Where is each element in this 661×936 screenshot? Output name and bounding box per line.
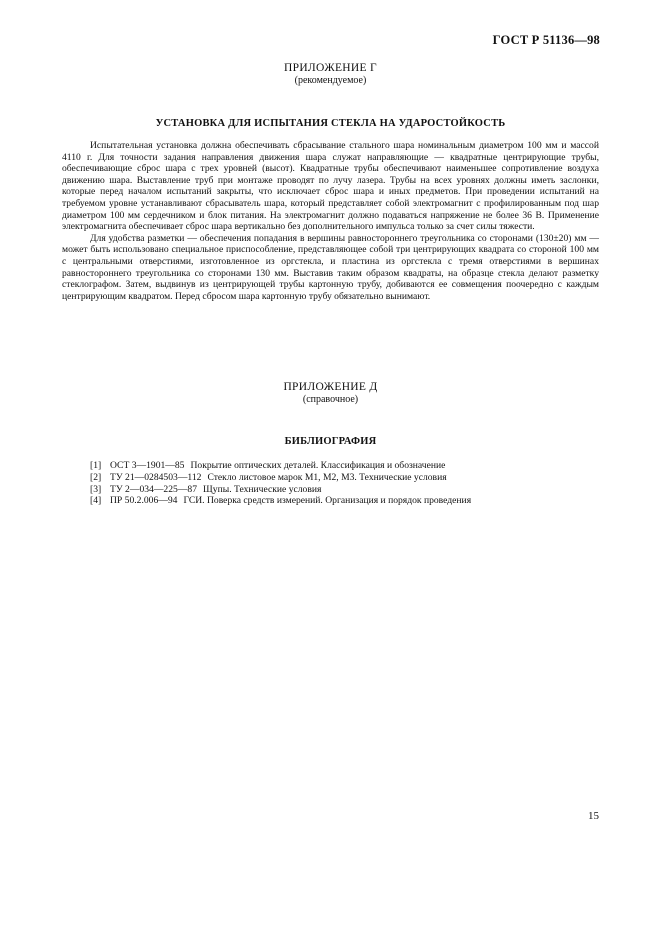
- paragraph: Для удобства разметки — обеспечения попадания в вершины равностороннего треугольника со сторонами (130±20) мм — может быть использовано специальное приспособление, представляющее собой три центрирующих квадрата со стороной 100 мм с центральными отверстиями, изготовленное из оргстекла, и пластина из оргстекла с тремя отверстиями в вершинах равностороннего треугольника со сторонами 130 мм. Выставив таким образом квадраты, на образце стекла делают разметку стеклографом. Затем, выдвинув из центрирующей трубы картонную трубу, добиваются ее совмещения поочередно с каждым центрирующим квадратом. Перед сбросом шара картонную трубу обязательно вынимают.: [62, 232, 599, 302]
- reference-title: Стекло листовое марок М1, М2, М3. Технические условия: [207, 471, 447, 483]
- reference-title: ГСИ. Поверка средств измерений. Организация и порядок проведения: [183, 495, 472, 507]
- reference-title: Покрытие оптических деталей. Классификация и обозначение: [190, 460, 446, 471]
- appendix-g-subtitle: (рекомендуемое): [294, 75, 367, 86]
- document-code: ГОСТ Р 51136—98: [492, 33, 600, 47]
- bibliography-item: [90, 495, 610, 507]
- page-number: 15: [588, 810, 599, 822]
- bibliography-item: [90, 484, 610, 496]
- reference-number: [2]: [90, 471, 102, 483]
- reference-code: ТУ 21—0284503—112: [110, 471, 202, 483]
- reference-code: ТУ 2—034—225—87: [110, 483, 198, 495]
- bibliography-list: [90, 460, 610, 507]
- appendix-g-title: ПРИЛОЖЕНИЕ Г: [284, 62, 377, 74]
- reference-number: [3]: [90, 483, 102, 495]
- reference-title: Щупы. Технические условия: [203, 483, 322, 495]
- bibliography-heading: БИБЛИОГРАФИЯ: [284, 436, 377, 447]
- reference-number: [4]: [90, 495, 102, 507]
- bibliography-item: [90, 460, 610, 472]
- appendix-g-heading: УСТАНОВКА ДЛЯ ИСПЫТАНИЯ СТЕКЛА НА УДАРОСТОЙКОСТЬ: [155, 118, 506, 129]
- reference-number: [1]: [90, 460, 102, 471]
- reference-code: ОСТ 3—1901—85: [110, 460, 185, 471]
- appendix-d-subtitle: (справочное): [302, 394, 359, 405]
- bibliography-item: [90, 472, 610, 484]
- appendix-d-header: [0, 381, 661, 406]
- appendix-g-body: [62, 140, 599, 302]
- appendix-g-header: [0, 62, 661, 87]
- appendix-d-title: ПРИЛОЖЕНИЕ Д: [283, 381, 378, 393]
- paragraph: Испытательная установка должна обеспечивать сбрасывание стального шара номинальным диаметром 100 мм и массой 4110 г. Для точности задания направления движения шара служат направляющие — квадратные центрирующие трубы, обеспечивающие сброс шара с трех уровней (высот). Квадратные трубы обеспечивают наименьшее сопротивление воздуха движению шара. Выставление труб при монтаже проводят по лучу лазера. Трубы на всех уровнях должны иметь заслонки, которые перед началом испытаний закрыты, что исключает сброс шара и иных предметов. При проведении испытаний на требуемом уровне устанавливают сбрасыватель шара, который представляет собой электромагнит с профилированным под шар диаметром 100 мм сердечником и блок питания. На электромагнит должно подаваться напряжение не более 36 В. Применение электромагнита обеспечивает сброс шара вертикально без дополнительного импульса только за счет силы тяжести.: [62, 140, 599, 233]
- reference-code: ПР 50.2.006—94: [110, 495, 178, 507]
